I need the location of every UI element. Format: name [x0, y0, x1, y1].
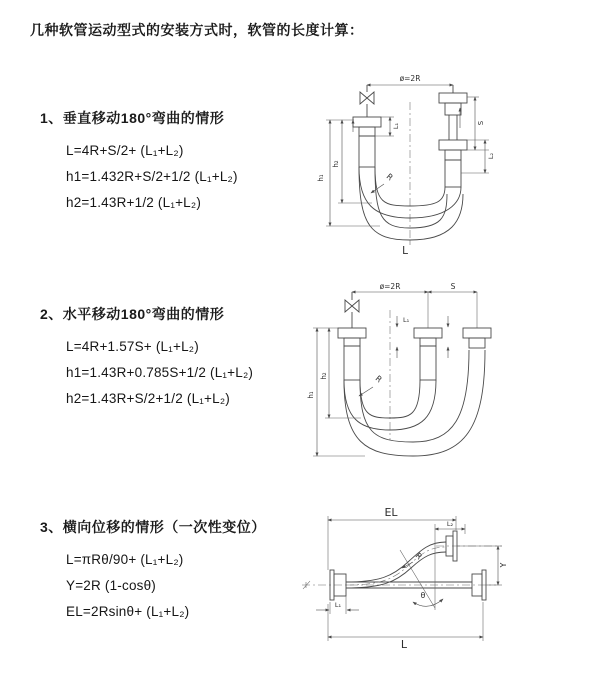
dim-label-el: EL	[384, 506, 398, 519]
formula-h1: h1=1.432R+S/2+1/2 (L₁+L₂)	[66, 169, 238, 184]
braid-right	[445, 160, 461, 187]
dim-label-fitting: L₁	[403, 316, 410, 324]
dim-label-width: ø=2R	[379, 282, 401, 291]
formula-y: Y=2R (1-cosθ)	[66, 578, 157, 593]
dim-label-h1: h₁	[317, 174, 325, 182]
dim-label-radius: R	[413, 551, 424, 562]
formula-length: L=4R+S/2+ (L₁+L₂)	[66, 143, 184, 158]
braid-left	[359, 136, 375, 167]
dim-label-y: Y	[499, 562, 508, 568]
flange-right-upper	[439, 93, 467, 103]
section-vertical-move	[40, 108, 315, 219]
diagram-lateral-displacement	[296, 498, 600, 650]
braid-middle	[420, 346, 436, 380]
dim-label-angle: θ	[420, 591, 426, 600]
dim-label-stroke: S	[450, 282, 456, 291]
valve-icon	[360, 92, 374, 104]
formula-h1: h1=1.43R+0.785S+1/2 (L₁+L₂)	[66, 365, 254, 380]
dim-label-l2: L₂	[487, 152, 495, 160]
dim-label-radius: R	[373, 373, 384, 385]
hose-curve	[346, 542, 446, 582]
section-3-heading: 3、横向位移的情形（一次性变位）	[40, 519, 266, 535]
flange-left	[338, 328, 366, 338]
valve-icon	[345, 300, 359, 312]
dim-label-h2: h₂	[320, 372, 328, 380]
formula-length: L=πRθ/90+ (L₁+L₂)	[66, 552, 184, 567]
dim-label-length: L	[400, 638, 408, 650]
flange-right-lower	[439, 140, 467, 150]
flange-left	[353, 117, 381, 127]
section-horizontal-move	[40, 304, 315, 415]
dim-label-s: S	[477, 120, 485, 126]
formula-el: EL=2Rsinθ+ (L₁+L₂)	[66, 604, 190, 619]
dim-label-h2: h₂	[332, 160, 340, 168]
section-2-heading: 2、水平移动180°弯曲的情形	[40, 306, 225, 322]
dim-label-width: ø=2R	[399, 74, 421, 83]
flange-middle	[414, 328, 442, 338]
formula-h2: h2=1.43R+S/2+1/2 (L₁+L₂)	[66, 391, 230, 406]
formula-length: L=4R+1.57S+ (L₁+L₂)	[66, 339, 199, 354]
diagram-horizontal-180-bend	[303, 280, 600, 465]
braid-left	[344, 346, 360, 380]
dim-label-radius: R	[384, 171, 395, 183]
dim-label-l2: L₂	[446, 520, 454, 528]
dim-label-h1: h₁	[307, 391, 315, 399]
dim-label-l1: L₁	[392, 122, 400, 130]
diagram-vertical-180-bend	[308, 66, 588, 262]
flange-right	[463, 328, 491, 338]
dim-label-length: L	[402, 245, 408, 257]
dim-label-l1: L₁	[334, 601, 342, 609]
section-1-heading: 1、垂直移动180°弯曲的情形	[40, 110, 225, 126]
formula-h2: h2=1.43R+1/2 (L₁+L₂)	[66, 195, 202, 210]
page-title: 几种软管运动型式的安装方式时，软管的长度计算：	[30, 22, 364, 38]
section-lateral-displacement	[40, 517, 315, 628]
